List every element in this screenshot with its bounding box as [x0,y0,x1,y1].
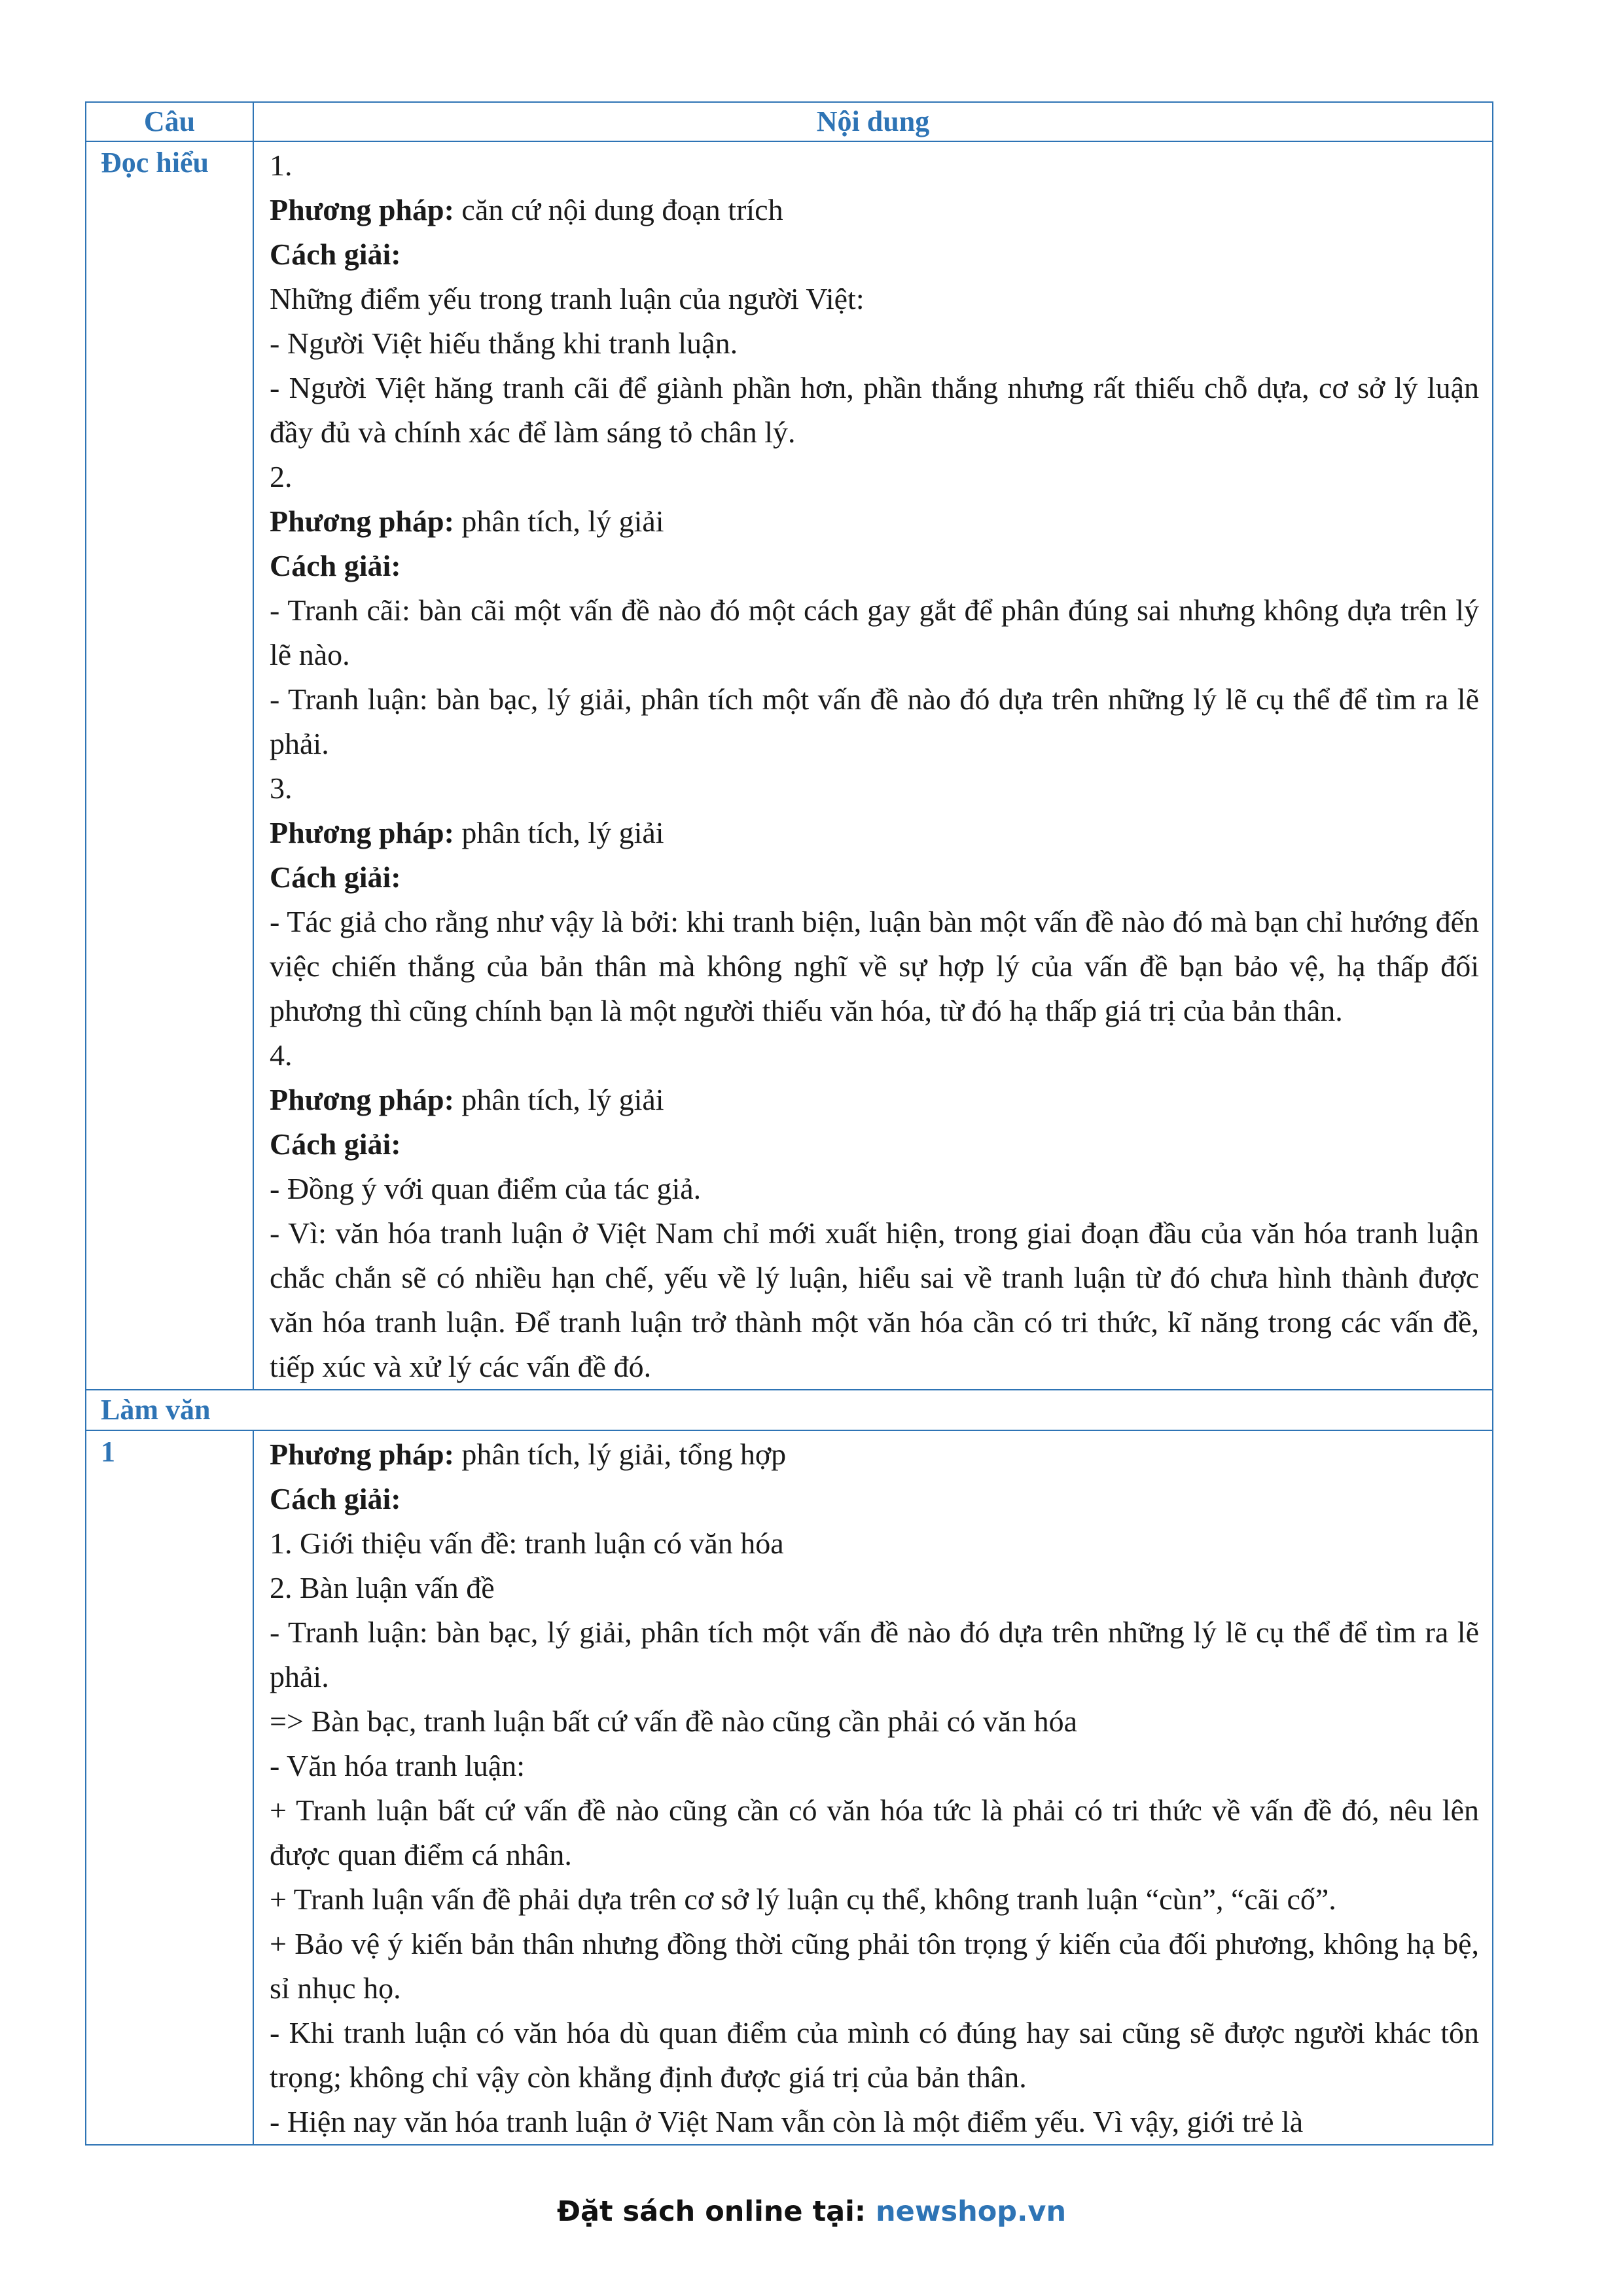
answer-line: - Khi tranh luận có văn hóa dù quan điểm của mình có đúng hay sai cũng sẽ được người khác tôn trọng; không chỉ vậy còn khẳng định được giá trị của bản thân. [270,2016,1479,2094]
method-label: Phương pháp: [270,1083,454,1116]
answer-line: + Tranh luận vấn đề phải dựa trên cơ sở lý luận cụ thể, không tranh luận “cùn”, “cãi cố”. [270,1882,1336,1916]
method-label: Phương pháp: [270,193,454,226]
question-number: 1. [270,149,293,182]
solution-label: Cách giải: [270,238,401,271]
method-text: phân tích, lý giải [454,504,664,538]
answer-line: Những điểm yếu trong tranh luận của người Việt: [270,282,865,315]
method-line [270,1432,1479,1477]
answer-line: 1. Giới thiệu vấn đề: tranh luận có văn hóa [270,1527,784,1560]
question-number: 3. [270,771,293,805]
method-line [270,188,1479,232]
answer-line: - Tác giả cho rằng như vậy là bởi: khi tranh biện, luận bàn một vấn đề nào đó mà bạn chỉ hướng đến việc chiến thắng của bản thân mà không nghĩ về sự hợp lý của vấn đề bạn bảo vệ, hạ thấp đối phương thì cũng chính bạn là một người thiếu văn hóa, từ đó hạ thấp giá trị của bản thân. [270,905,1479,1027]
method-label: Phương pháp: [270,504,454,538]
answer-table [85,101,1493,2146]
footer-prefix: Đặt sách online tại: [556,2195,876,2228]
method-text: phân tích, lý giải [454,1083,664,1116]
solution-label: Cách giải: [270,1482,401,1515]
method-line [270,499,1479,544]
doc-hieu-content [253,141,1493,1390]
answer-line: - Vì: văn hóa tranh luận ở Việt Nam chỉ mới xuất hiện, trong giai đoạn đầu của văn hóa tranh luận chắc chắn sẽ có nhiều hạn chế, yếu về lý luận, hiểu sai về tranh luận từ đó chưa hình thành được văn hóa tranh luận. Để tranh luận trở thành một văn hóa cần có tri thức, kĩ năng trong các vấn đề, tiếp xúc và xử lý các vấn đề đó. [270,1216,1479,1383]
question-label-1: 1 [86,1430,253,2145]
answer-line: - Người Việt hăng tranh cãi để giành phần hơn, phần thắng nhưng rất thiếu chỗ dựa, cơ sở lý luận đầy đủ và chính xác để làm sáng tỏ chân lý. [270,371,1479,449]
footer [0,2195,1623,2228]
answer-line: - Đồng ý với quan điểm của tác giả. [270,1172,702,1205]
table-row-lam-van-1 [86,1430,1493,2145]
answer-line: - Văn hóa tranh luận: [270,1749,526,1782]
table-header-row [86,102,1493,141]
method-text: phân tích, lý giải [454,816,664,849]
answer-line: - Người Việt hiếu thắng khi tranh luận. [270,327,738,360]
table-row-lam-van-header [86,1390,1493,1430]
answer-line: - Tranh luận: bàn bạc, lý giải, phân tích một vấn đề nào đó dựa trên những lý lẽ cụ thể để tìm ra lẽ phải. [270,1616,1479,1693]
method-label: Phương pháp: [270,1438,454,1471]
lam-van-content [253,1430,1493,2145]
header-cau: Câu [86,102,253,141]
answer-line: + Bảo vệ ý kiến bản thân nhưng đồng thời cũng phải tôn trọng ý kiến của đối phương, không hạ bệ, sỉ nhục họ. [270,1927,1479,2005]
section-label-lam-van: Làm văn [86,1390,1493,1430]
method-line [270,811,1479,855]
solution-label: Cách giải: [270,1127,401,1161]
footer-site-link[interactable]: newshop.vn [876,2195,1067,2228]
method-text: phân tích, lý giải, tổng hợp [454,1438,787,1471]
answer-line: + Tranh luận bất cứ vấn đề nào cũng cần có văn hóa tức là phải có tri thức về vấn đề đó, nêu lên được quan điểm cá nhân. [270,1793,1479,1871]
section-label-doc-hieu: Đọc hiểu [86,141,253,1390]
answer-line: => Bàn bạc, tranh luận bất cứ vấn đề nào cũng cần phải có văn hóa [270,1704,1078,1738]
method-text: căn cứ nội dung đoạn trích [454,193,783,226]
method-line [270,1078,1479,1122]
header-noi-dung: Nội dung [253,102,1493,141]
solution-label: Cách giải: [270,860,401,894]
solution-label: Cách giải: [270,549,401,582]
table-row-doc-hieu [86,141,1493,1390]
question-number: 2. [270,460,293,493]
answer-line: - Tranh cãi: bàn cãi một vấn đề nào đó một cách gay gắt để phân đúng sai nhưng không dựa trên lý lẽ nào. [270,593,1479,671]
answer-line: - Hiện nay văn hóa tranh luận ở Việt Nam vẫn còn là một điểm yếu. Vì vậy, giới trẻ là [270,2105,1304,2138]
method-label: Phương pháp: [270,816,454,849]
answer-line: 2. Bàn luận vấn đề [270,1571,495,1604]
answer-line: - Tranh luận: bàn bạc, lý giải, phân tích một vấn đề nào đó dựa trên những lý lẽ cụ thể để tìm ra lẽ phải. [270,682,1479,760]
question-number: 4. [270,1038,293,1072]
